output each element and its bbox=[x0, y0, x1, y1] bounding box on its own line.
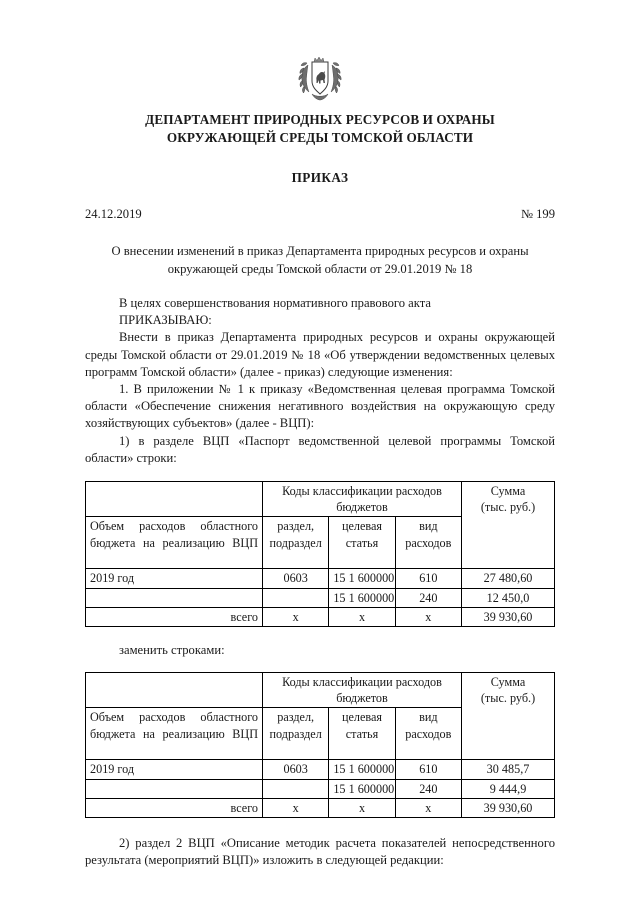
budget-table-before bbox=[85, 481, 555, 627]
header-razdel-line-1: раздел, bbox=[277, 710, 315, 725]
header-sum-line-1: Сумма bbox=[490, 484, 526, 499]
cell-statya: 15 1 600000 bbox=[329, 569, 395, 588]
cell-statya: 15 1 600000 bbox=[329, 588, 395, 607]
replace-with-label: заменить строками: bbox=[119, 643, 225, 658]
paragraph-appendix-1: 1. В приложении № 1 к приказу «Ведомственная целевая программа Томской области «Обеспечение снижения негативного воздействия на окружающую среду хозяйствующих субъектов» (далее - ВЦП): bbox=[85, 382, 555, 431]
header-sum-line-1: Сумма bbox=[490, 675, 526, 690]
budget-table-after bbox=[85, 672, 555, 818]
document-subject-line-2: окружающей среды Томской области от 29.01.2019 № 18 bbox=[167, 261, 473, 276]
cell-summa: 39 930,60 bbox=[462, 798, 555, 817]
cell-razdel bbox=[263, 588, 329, 607]
header-codes-classification: Коды классификации расходов бюджетов bbox=[263, 482, 462, 517]
cell-statya: 15 1 600000 bbox=[329, 779, 395, 798]
header-razdel-line-2: подраздел bbox=[269, 726, 322, 741]
cell-razdel bbox=[263, 779, 329, 798]
cell-razdel: х bbox=[263, 607, 329, 626]
document-subject bbox=[85, 243, 555, 278]
cell-vid: 240 bbox=[395, 779, 461, 798]
cell-razdel: 0603 bbox=[263, 760, 329, 779]
cell-vid: 240 bbox=[395, 588, 461, 607]
table-row bbox=[86, 798, 555, 817]
header-expense-type bbox=[395, 517, 461, 569]
cell-summa: 12 450,0 bbox=[462, 588, 555, 607]
cell-year-label: 2019 год bbox=[86, 569, 263, 588]
header-expense-type-line-1: вид bbox=[419, 710, 438, 725]
cell-summa: 9 444,9 bbox=[462, 779, 555, 798]
cell-statya: х bbox=[329, 798, 395, 817]
cell-total-label: всего bbox=[86, 607, 263, 626]
cell-summa: 27 480,60 bbox=[462, 569, 555, 588]
header-expense-type-line-2: расходов bbox=[405, 726, 452, 741]
paragraph-purpose: В целях совершенствования нормативного правового акта bbox=[119, 296, 431, 310]
paragraph-order-verb: ПРИКАЗЫВАЮ: bbox=[119, 313, 212, 328]
table-row bbox=[86, 760, 555, 779]
header-target-article bbox=[329, 708, 395, 760]
cell-empty-corner bbox=[86, 482, 263, 517]
header-razdel bbox=[263, 708, 329, 760]
cell-year-label: 2019 год bbox=[86, 760, 263, 779]
header-sum bbox=[462, 482, 555, 569]
cell-empty-corner bbox=[86, 673, 263, 708]
header-codes-classification: Коды классификации расходов бюджетов bbox=[263, 673, 462, 708]
header-razdel bbox=[263, 517, 329, 569]
document-date: 24.12.2019 bbox=[85, 207, 142, 221]
paragraph-amendment-intro: Внести в приказ Департамента природных ресурсов и охраны окружающей среды Томской области от 29.01.2019 № 18 «Об утверждении ведомственных целевых программ Томской области» (далее - приказ) следующие изменения: bbox=[85, 330, 555, 379]
document-type-heading: ПРИКАЗ bbox=[291, 170, 349, 185]
table-row bbox=[86, 607, 555, 626]
header-expense-type-line-1: вид bbox=[419, 519, 438, 534]
document-number: № 199 bbox=[520, 207, 555, 221]
table-row bbox=[86, 779, 555, 798]
department-title-line-2: ОКРУЖАЮЩЕЙ СРЕДЫ ТОМСКОЙ ОБЛАСТИ bbox=[166, 130, 474, 145]
header-sum-line-2: (тыс. руб.) bbox=[480, 500, 536, 515]
cell-vid: х bbox=[395, 607, 461, 626]
cell-statya: х bbox=[329, 607, 395, 626]
header-expenses-volume-text: Объем расходов областного бюджета на реализацию ВЦП bbox=[90, 519, 258, 550]
cell-razdel: 0603 bbox=[263, 569, 329, 588]
document-subject-line-1: О внесении изменений в приказ Департамента природных ресурсов и охраны bbox=[111, 244, 529, 258]
header-expense-type-line-2: расходов bbox=[405, 535, 452, 550]
cell-vid: 610 bbox=[395, 760, 461, 779]
paragraph-section-2: 2) раздел 2 ВЦП «Описание методик расчета показателей непосредственного результата (мероприятий ВЦП)» изложить в следующей редакции: bbox=[85, 836, 555, 868]
tomsk-oblast-coat-of-arms-icon bbox=[297, 55, 343, 105]
document-body bbox=[85, 295, 555, 467]
document-meta-row bbox=[85, 207, 555, 222]
header-target-article-line-1: целевая bbox=[341, 519, 383, 534]
cell-year-label bbox=[86, 588, 263, 607]
cell-vid: 610 bbox=[395, 569, 461, 588]
department-title-line-1: ДЕПАРТАМЕНТ ПРИРОДНЫХ РЕСУРСОВ И ОХРАНЫ bbox=[145, 112, 495, 127]
cell-summa: 39 930,60 bbox=[462, 607, 555, 626]
header-sum-line-2: (тыс. руб.) bbox=[480, 691, 536, 706]
header-target-article-line-1: целевая bbox=[341, 710, 383, 725]
cell-year-label bbox=[86, 779, 263, 798]
table-row bbox=[86, 569, 555, 588]
header-target-article bbox=[329, 517, 395, 569]
cell-summa: 30 485,7 bbox=[462, 760, 555, 779]
paragraph-section-passport: 1) в разделе ВЦП «Паспорт ведомственной целевой программы Томской области» строки: bbox=[85, 433, 555, 465]
header-expense-type bbox=[395, 708, 461, 760]
document-body-tail bbox=[85, 835, 555, 869]
header-razdel-line-2: подраздел bbox=[269, 535, 322, 550]
emblem-container bbox=[85, 0, 555, 105]
table-row bbox=[86, 482, 555, 517]
cell-statya: 15 1 600000 bbox=[329, 760, 395, 779]
cell-vid: х bbox=[395, 798, 461, 817]
table-row bbox=[86, 673, 555, 708]
header-expenses-volume bbox=[86, 517, 263, 569]
cell-razdel: х bbox=[263, 798, 329, 817]
header-expenses-volume-text: Объем расходов областного бюджета на реализацию ВЦП bbox=[90, 710, 258, 741]
table-row bbox=[86, 588, 555, 607]
header-expenses-volume bbox=[86, 708, 263, 760]
header-target-article-line-2: статья bbox=[345, 726, 379, 741]
header-target-article-line-2: статья bbox=[345, 535, 379, 550]
header-sum bbox=[462, 673, 555, 760]
header-razdel-line-1: раздел, bbox=[277, 519, 315, 534]
cell-total-label: всего bbox=[86, 798, 263, 817]
department-title bbox=[85, 111, 555, 147]
